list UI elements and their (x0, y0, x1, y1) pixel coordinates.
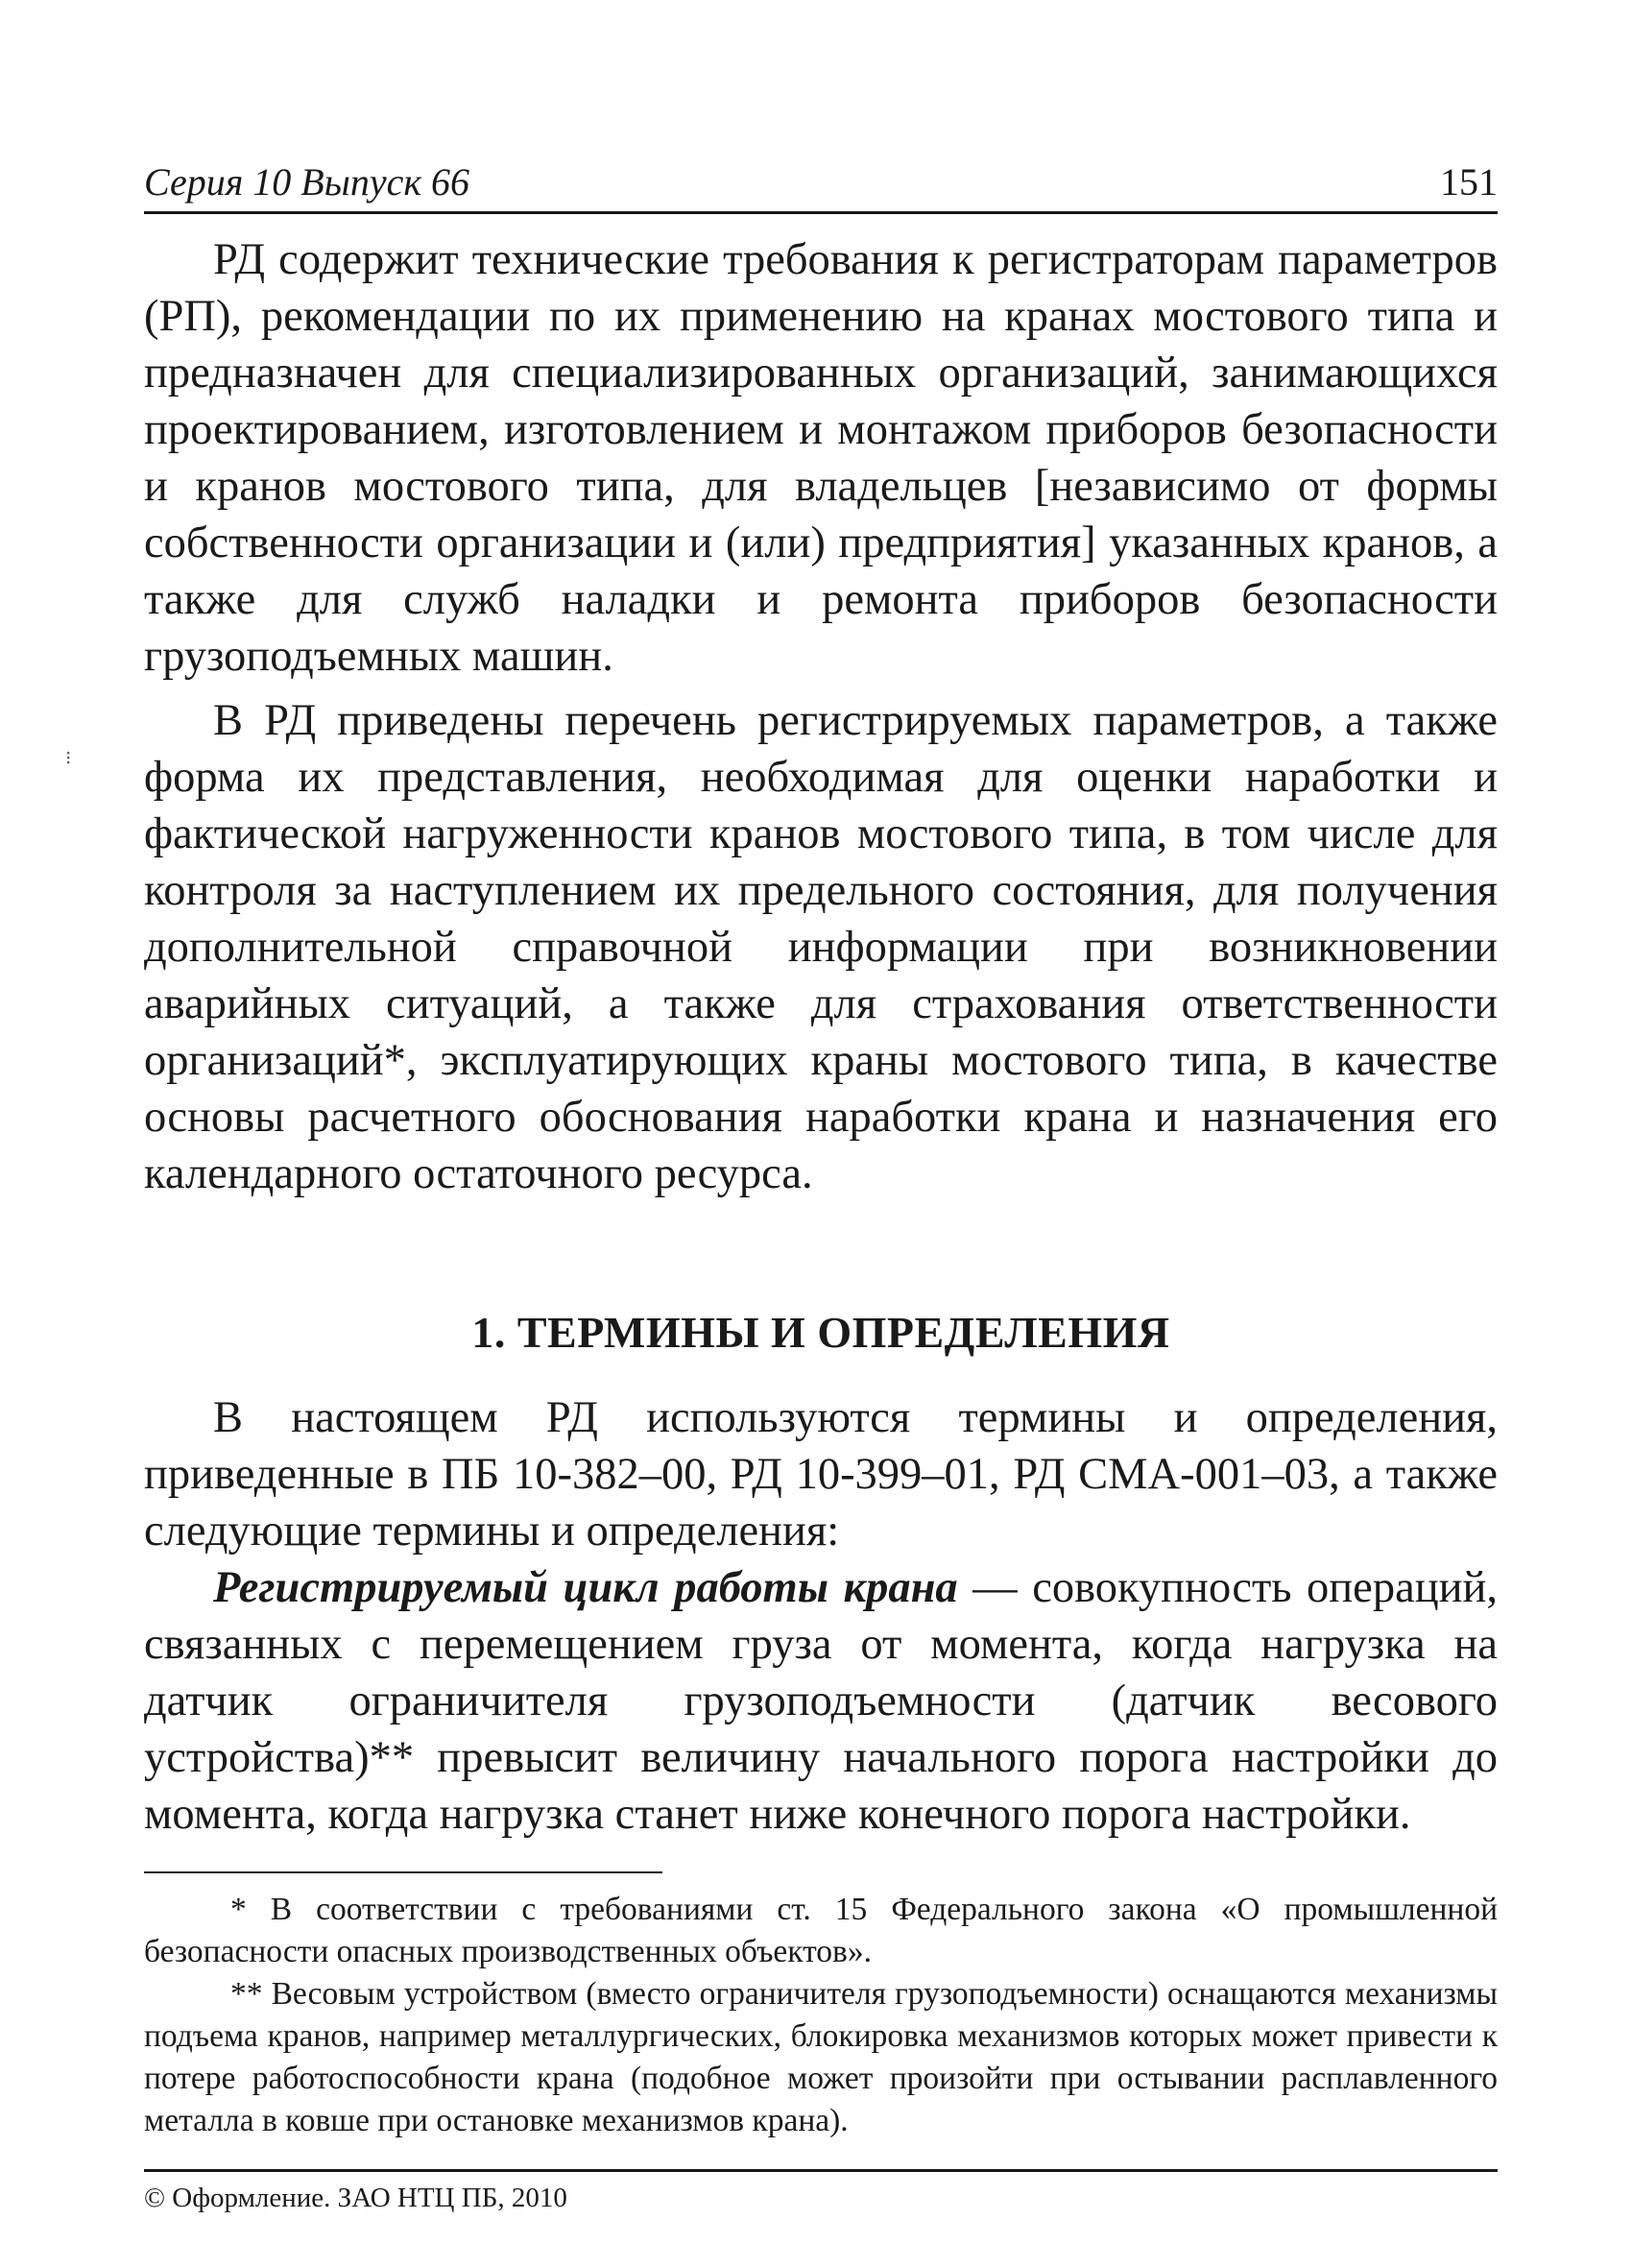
footnote-1: * В соответствии с требованиями ст. 15 Федерального закона «О промышленной безопасности опасных производственных объектов». (144, 1892, 1498, 1970)
footnote-divider (144, 1871, 662, 1873)
term-definition-paragraph (144, 1559, 1498, 1843)
page-number: 151 (1440, 160, 1498, 204)
section-heading: 1. ТЕРМИНЫ И ОПРЕДЕЛЕНИЯ (471, 1308, 1170, 1357)
section-paragraph-1: В настоящем РД используются термины и определения, приведенные в ПБ 10-382–00, РД 10-399–01, РД СМА-001–03, а также следующие термины и определения: (144, 1393, 1498, 1556)
footnote-2: ** Весовым устройством (вместо ограничителя грузоподъемности) оснащаются механизмы подъема кранов, например металлургических, блокировка механизмов которых может привести к потере работоспособности крана (подобное может произойти при остывании расплавленного металла в ковше при остановке механизмов крана). (144, 1976, 1498, 2139)
document-page (144, 160, 1498, 2214)
term-definition: — совокупность операций, связанных с перемещением груза от момента, когда нагрузка на датчик ограничителя грузоподъемности (датчик весового устройства)** превысит величину начального порога настройки до момента, когда нагрузка станет ниже конечного порога настройки. (144, 1563, 1498, 1840)
term-name: Регистрируемый цикл работы крана (213, 1563, 958, 1613)
margin-mark: ⁝ (65, 748, 72, 769)
body-text (144, 231, 1498, 1843)
running-header (144, 160, 1498, 214)
footnotes (144, 1889, 1498, 2142)
intro-paragraph-2: В РД приведены перечень регистрируемых параметров, а также форма их представления, необходимая для оценки наработки и фактической нагруженности кранов мостового типа, в том числе для контроля за наступлением их предельного состояния, для получения дополнительной справочной информации при возникновении аварийных ситуаций, а также для страхования ответственности организаций*, эксплуатирующих краны мостового типа, в качестве основы расчетного обоснования наработки крана и назначения его календарного остаточного ресурса. (144, 696, 1498, 1198)
intro-paragraph-1: РД содержит технические требования к регистраторам параметров (РП), рекомендации по их применению на кранах мостового типа и предназначен для специализированных организаций, занимающихся проектированием, изготовлением и монтажом приборов безопасности и кранов мостового типа, для владельцев [независимо от формы собственности организации и (или) предприятия] указанных кранов, а также для служб наладки и ремонта приборов безопасности грузоподъемных машин. (144, 235, 1498, 681)
copyright-notice: © Оформление. ЗАО НТЦ ПБ, 2010 (144, 2183, 567, 2214)
series-title: Серия 10 Выпуск 66 (144, 160, 470, 204)
footer-divider (144, 2169, 1498, 2172)
